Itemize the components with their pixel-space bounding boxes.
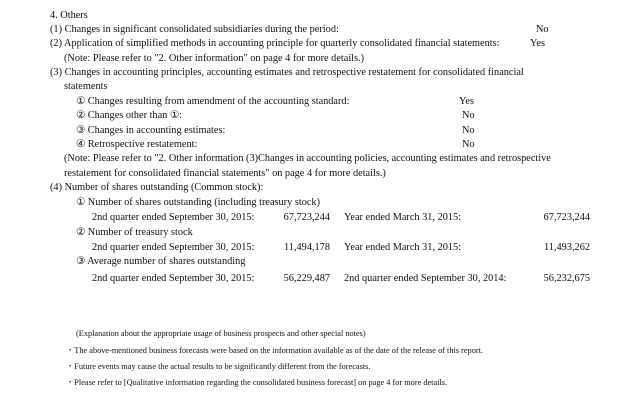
shares-row3-right-value: 56,232,675	[543, 273, 590, 284]
item3-note-line2: restatement for consolidated financial statements" on page 4 for more details.)	[64, 168, 386, 179]
shares-row2-right-value: 11,493,262	[544, 242, 590, 253]
item3-sub2-value: No	[462, 110, 475, 121]
item3-sub3-value: No	[462, 125, 475, 136]
item2-value: Yes	[530, 38, 545, 49]
item3-sub2-label: ② Changes other than ①:	[76, 110, 182, 121]
shares-row1-right-value: 67,723,244	[543, 212, 590, 223]
section-title: 4. Others	[50, 10, 88, 21]
item4-label: (4) Number of shares outstanding (Common stock):	[50, 182, 264, 193]
shares-row3-left-label: 2nd quarter ended September 30, 2015:	[92, 273, 255, 284]
item3-sub4-label: ④ Retrospective restatement:	[76, 139, 198, 150]
shares-row2-left-label: 2nd quarter ended September 30, 2015:	[92, 242, 255, 253]
explanation-bullet-3: ・Please refer to [Qualitative information regarding the consolidated business forecast] on page 4 for more details.	[66, 378, 448, 387]
item2-note: (Note: Please refer to "2. Other information" on page 4 for more details.)	[64, 53, 365, 64]
item3-sub1-label: ① Changes resulting from amendment of the accounting standard:	[76, 96, 350, 107]
shares-row2-left-value: 11,494,178	[284, 242, 330, 253]
item3-sub3-label: ③ Changes in accounting estimates:	[76, 125, 226, 136]
shares-row3-left-value: 56,229,487	[283, 273, 330, 284]
shares-row2-right-label: Year ended March 31, 2015:	[344, 242, 462, 253]
shares-row1-heading: ① Number of shares outstanding (including treasury stock)	[76, 197, 321, 208]
item1-label: (1) Changes in significant consolidated subsidiaries during the period:	[50, 24, 339, 35]
item3-label-line2: statements	[64, 81, 108, 92]
shares-row3-right-label: 2nd quarter ended September 30, 2014:	[344, 273, 507, 284]
shares-row1-left-value: 67,723,244	[283, 212, 330, 223]
shares-row3-heading: ③ Average number of shares outstanding	[76, 256, 246, 267]
explanation-bullet-2: ・Future events may cause the actual results to be significantly different from the forecasts.	[66, 362, 371, 371]
shares-row1-right-label: Year ended March 31, 2015:	[344, 212, 462, 223]
shares-row2-heading: ② Number of treasury stock	[76, 227, 193, 238]
item2-label: (2) Application of simplified methods in accounting principle for quarterly consolidated financial statements:	[50, 38, 500, 49]
item1-value: No	[536, 24, 549, 35]
explanation-bullet-1: ・The above-mentioned business forecasts were based on the information available as of the date of the release of this report.	[66, 346, 483, 355]
item3-sub1-value: Yes	[459, 96, 474, 107]
item3-label-line1: (3) Changes in accounting principles, accounting estimates and retrospective restatement for consolidated financial	[50, 67, 524, 78]
shares-row1-left-label: 2nd quarter ended September 30, 2015:	[92, 212, 255, 223]
explanation-heading: (Explanation about the appropriate usage of business prospects and other special notes)	[76, 329, 366, 338]
item3-note-line1: (Note: Please refer to "2. Other information (3)Changes in accounting policies, accounting estimates and retrospective	[64, 153, 551, 164]
item3-sub4-value: No	[462, 139, 475, 150]
